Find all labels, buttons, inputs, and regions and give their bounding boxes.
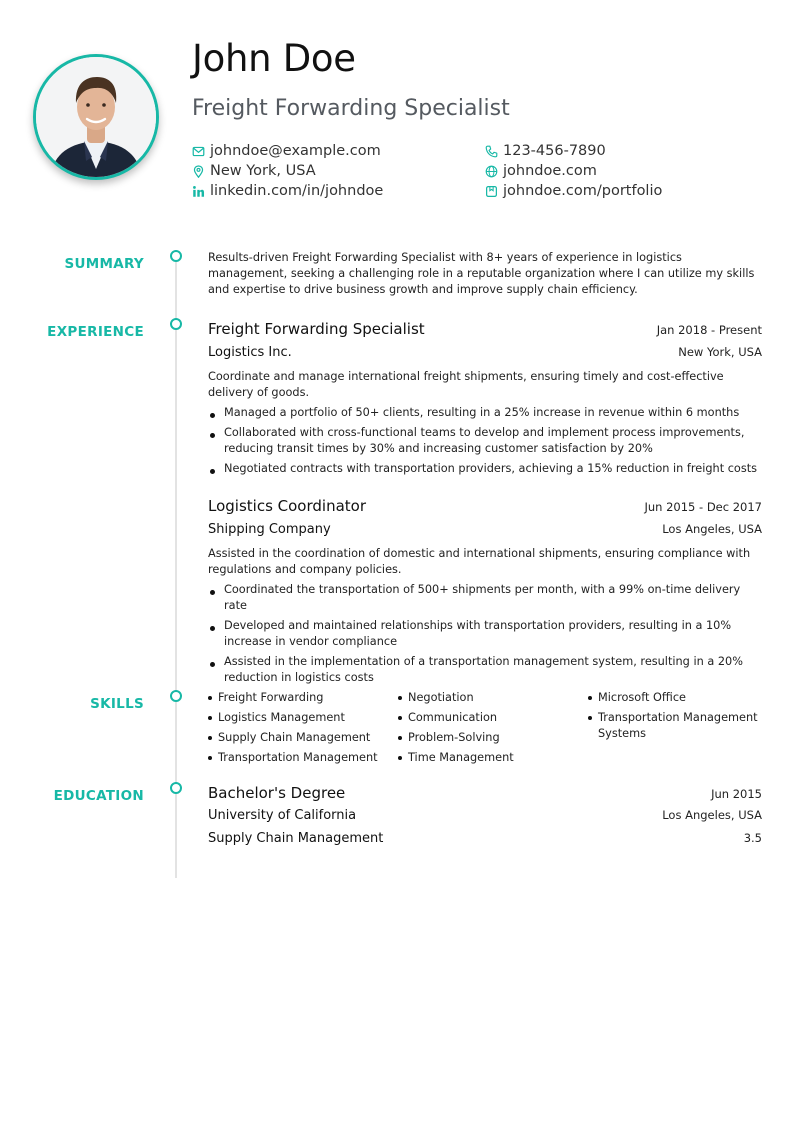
contact-location: [192, 163, 316, 179]
mail-icon: [192, 145, 205, 158]
job-date: Jan 2018 - Present: [656, 323, 762, 337]
section-label-experience: EXPERIENCE: [47, 324, 144, 340]
section-label-summary: SUMMARY: [64, 256, 144, 272]
education-date: Jun 2015: [711, 787, 762, 801]
education-item: [208, 784, 762, 853]
timeline-dot-skills: [170, 690, 182, 702]
contact-website-text: johndoe.com: [503, 163, 597, 179]
timeline-dot-education: [170, 782, 182, 794]
achievement-item: Assisted in the implementation of a transportation management system, resulting in a 20% reduction in logistics costs: [208, 654, 762, 686]
job-location: New York, USA: [678, 345, 762, 359]
skills-column: [398, 690, 568, 770]
skills-column: [588, 690, 758, 746]
contact-email-text: johndoe@example.com: [210, 143, 381, 159]
contact-website[interactable]: [485, 163, 597, 179]
skill-item: Time Management: [398, 750, 568, 766]
linkedin-icon: [192, 185, 205, 198]
contact-linkedin-text: linkedin.com/in/johndoe: [210, 183, 384, 199]
contact-phone[interactable]: [485, 143, 606, 159]
achievement-item: Developed and maintained relationships with transportation providers, resulting in a 10% increase in vendor compliance: [208, 618, 762, 650]
achievement-item: Managed a portfolio of 50+ clients, resulting in a 25% increase in revenue within 6 months: [208, 405, 762, 421]
candidate-name: John Doe: [192, 37, 356, 80]
skill-item: Problem-Solving: [398, 730, 568, 746]
skill-item: Microsoft Office: [588, 690, 758, 706]
summary-text: Results-driven Freight Forwarding Specialist with 8+ years of experience in logistics management, seeking a challenging role in a reputable organization where I can utilize my skills and expertise to drive business growth and improve supply chain efficiency.: [208, 251, 755, 296]
profile-photo: [33, 54, 159, 180]
achievement-item: Coordinated the transportation of 500+ shipments per month, with a 99% on-time delivery rate: [208, 582, 762, 614]
experience-item: [208, 320, 762, 477]
skills-column: [208, 690, 378, 770]
education-location: Los Angeles, USA: [662, 808, 762, 822]
job-achievements: [208, 582, 762, 686]
contact-linkedin[interactable]: [192, 183, 383, 199]
person-portrait-icon: [36, 57, 156, 177]
skill-item: Logistics Management: [208, 710, 378, 726]
candidate-title: Freight Forwarding Specialist: [192, 96, 510, 121]
skill-item: Freight Forwarding: [208, 690, 378, 706]
job-company: Shipping Company: [208, 522, 331, 537]
contact-email[interactable]: [192, 143, 381, 159]
education-field: Supply Chain Management: [208, 831, 384, 846]
timeline-dot-summary: [170, 250, 182, 262]
job-date: Jun 2015 - Dec 2017: [644, 500, 762, 514]
portfolio-icon: [485, 185, 498, 198]
achievement-item: Collaborated with cross-functional teams to develop and implement process improvements, reducing transit times by 30% and increasing customer satisfaction by 20%: [208, 425, 762, 457]
contact-location-text: New York, USA: [210, 163, 316, 179]
education-gpa: 3.5: [743, 831, 762, 845]
contact-phone-text: 123-456-7890: [503, 143, 606, 159]
experience-item: [208, 497, 762, 686]
section-label-education: EDUCATION: [53, 788, 144, 804]
job-title: Freight Forwarding Specialist: [208, 320, 425, 338]
education-school: University of California: [208, 808, 357, 823]
job-achievements: [208, 405, 762, 477]
globe-icon: [485, 165, 498, 178]
achievement-item: Negotiated contracts with transportation providers, achieving a 15% reduction in freight costs: [208, 461, 762, 477]
contact-portfolio-text: johndoe.com/portfolio: [503, 183, 663, 199]
timeline-dot-experience: [170, 318, 182, 330]
section-label-skills: SKILLS: [90, 696, 144, 712]
contact-portfolio[interactable]: [485, 183, 662, 199]
job-description: Assisted in the coordination of domestic and international shipments, ensuring compliance with regulations and company policies.: [208, 547, 751, 576]
job-description: Coordinate and manage international freight shipments, ensuring timely and cost-effective delivery of goods.: [208, 370, 724, 399]
skill-item: Negotiation: [398, 690, 568, 706]
location-pin-icon: [192, 165, 205, 178]
skill-item: Supply Chain Management: [208, 730, 378, 746]
job-location: Los Angeles, USA: [662, 522, 762, 536]
education-degree: Bachelor's Degree: [208, 784, 346, 802]
skill-item: Transportation Management: [208, 750, 378, 766]
job-company: Logistics Inc.: [208, 345, 292, 360]
skill-item: Transportation Management Systems: [588, 710, 758, 742]
job-title: Logistics Coordinator: [208, 497, 366, 515]
skill-item: Communication: [398, 710, 568, 726]
resume-header: [0, 0, 794, 220]
phone-icon: [485, 145, 498, 158]
